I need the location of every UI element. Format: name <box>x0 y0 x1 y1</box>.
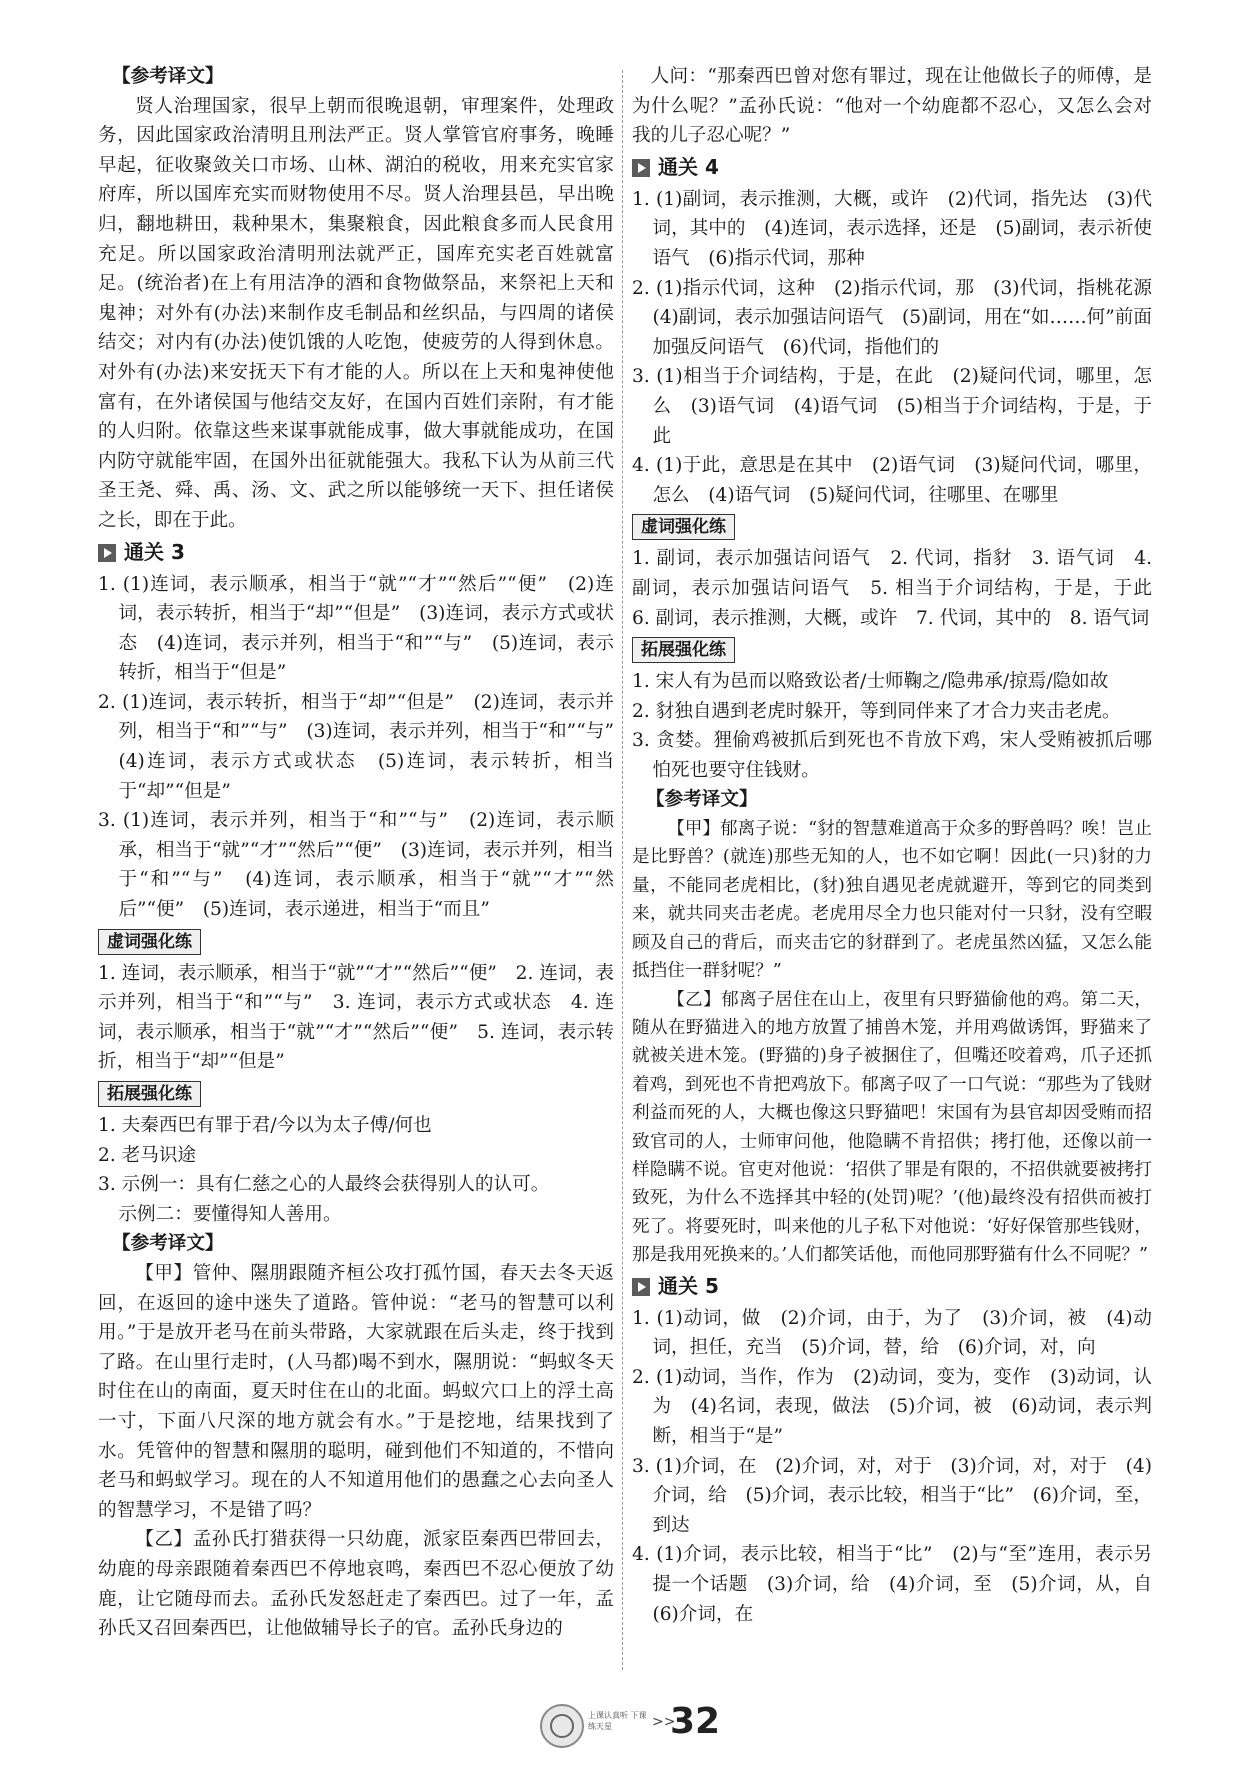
reference-translation-title: 【参考译文】 <box>646 789 758 811</box>
answer-item: 1. 宋人有为邑而以赂致讼者/士师鞠之/隐弗承/掠焉/隐如故 <box>632 671 1109 693</box>
answer-item: 1. (1)副词，表示推测，大概，或许 (2)代词，指先达 (3)代词，其中的 (4)连词，表示选择，还是 (5)副词，表示祈使语气 (6)指示代词，那种 <box>632 188 1152 269</box>
answer-item: 3. (1)介词，在 (2)介词，对，对于 (3)介词，对，对于 (4)介词，给 (5)介词，表示比较，相当于“比” (6)介词，至，到达 <box>632 1455 1152 1536</box>
answer-item: 2. 豺独自遇到老虎时躲开，等到同伴来了才合力夹击老虎。 <box>632 700 1121 722</box>
column-divider <box>622 70 623 1670</box>
section-title: 通关 4 <box>658 154 719 179</box>
reference-translation-title: 【参考译文】 <box>112 1233 224 1255</box>
answer-item: 2. (1)动词，当作，作为 (2)动词，变为，变作 (3)动词，认为 (4)名词，表现，做法 (5)介词，被 (6)动词，表示判断，相当于“是” <box>632 1366 1152 1447</box>
function-word-practice-answers: 1. 副词，表示加强诘问语气 2. 代词，指豺 3. 语气词 4. 副词，表示加强诘问语气 5. 相当于介词结构，于是，于此 6. 副词，表示推测，大概，或许 7. 代词，其中的 8. 语气词 <box>632 548 1171 629</box>
reference-translation-title: 【参考译文】 <box>112 66 224 87</box>
translation-yi: 【乙】孟孙氏打猎获得一只幼鹿，派家臣秦西巴带回去，幼鹿的母亲跟随着秦西巴不停地哀鸣，秦西巴不忍心便放了幼鹿，让它随母而去。孟孙氏发怒赶走了秦西巴。过了一年，孟孙氏又召回秦西巴，让他做辅导长子的官。孟孙氏身边的 <box>98 1529 614 1640</box>
translation-jia: 【甲】郁离子说：“豺的智慧难道高于众多的野兽吗？唉！岂止是比野兽？(就连)那些无知的人，也不如它啊！因此(一只)豺的力量，不能同老虎相比，(豺)独自遇见老虎就避开，等到它的同类到来，就共同夹击老虎。老虎用尽全力也只能对付一只豺，没有空暇顾及自己的背后，而夹击它的豺群到了。老虎虽然凶猛，又怎么能抵挡住一群豺呢？” <box>632 819 1152 982</box>
answer-item: 3. (1)相当于介词结构，于是，在此 (2)疑问代词，哪里，怎么 (3)语气词 (4)语气词 (5)相当于介词结构，于是，于此 <box>632 366 1152 447</box>
right-column <box>632 62 1171 1629</box>
extension-practice-label: 拓展强化练 <box>98 1081 201 1107</box>
answer-item: 1. (1)连词，表示顺承，相当于“就”“才”“然后”“便” (2)连词，表示转折，相当于“却”“但是” (3)连词，表示方式或状态 (4)连词，表示并列，相当于“和”“与” (5)连词，表示转折，相当于“但是” <box>98 573 614 684</box>
function-word-practice-label: 虚词强化练 <box>632 514 735 540</box>
translation-jia: 【甲】管仲、隰朋跟随齐桓公攻打孤竹国，春天去冬天返回，在返回的途中迷失了道路。管仲说：“老马的智慧可以利用。”于是放开老马在前头带路，大家就跟在后头走，终于找到了路。在山里行走时，(人马都)喝不到水，隰朋说：“蚂蚁冬天时住在山的南面，夏天时住在山的北面。蚂蚁穴口上的浮土高一寸，下面八尺深的地方就会有水。”于是挖地，结果找到了水。凭管仲的智慧和隰朋的聪明，碰到他们不知道的，不惜向老马和蚂蚁学习。现在的人不知道用他们的愚蠢之心去向圣人的智慧学习，不是错了吗？ <box>98 1262 614 1521</box>
section-header-3 <box>98 538 614 568</box>
section-title: 通关 5 <box>658 1273 719 1298</box>
answer-item: 1. 夫秦西巴有罪于君/今以为太子傅/何也 <box>98 1115 432 1136</box>
section-header-5 <box>632 1272 1152 1302</box>
left-column <box>98 62 633 1644</box>
answer-item: 2. (1)连词，表示转折，相当于“却”“但是” (2)连词，表示并列，相当于“和”“与” (3)连词，表示并列，相当于“和”“与” (4)连词，表示方式或状态 (5)连词，表示转折，相当于“却”“但是” <box>98 691 633 802</box>
answer-item: 3. 示例一：具有仁慈之心的人最终会获得别人的认可。 <box>98 1174 550 1196</box>
answer-item: 4. (1)介词，表示比较，相当于“比” (2)与“至”连用，表示另提一个话题 (3)介词，给 (4)介词，至 (5)介词，从，自 (6)介词，在 <box>632 1544 1171 1625</box>
chevron-right-icon: >> <box>652 1714 676 1730</box>
answer-example-two: 示例二：要懂得知人善用。 <box>118 1203 342 1225</box>
footer-slogan: 上课认真听 下课练天星 <box>588 1711 647 1731</box>
section-title: 通关 3 <box>124 539 185 564</box>
answer-item: 2. (1)指示代词，这种 (2)指示代词，那 (3)代词，指桃花源 (4)副词，表示加强诘问语气 (5)副词，用在“如……何”前面加强反问语气 (6)代词，指他们的 <box>632 277 1171 358</box>
answer-item: 3. (1)连词，表示并列，相当于“和”“与” (2)连词，表示顺承，相当于“就”“才”“然后”“便” (3)连词，表示并列，相当于“和”“与” (4)连词，表示顺承，相当于“就”“才”“然后”“便” (5)连词，表示递进，相当于“而且” <box>98 810 614 921</box>
mascot-logo-icon <box>540 1704 584 1748</box>
function-word-practice-label: 虚词强化练 <box>98 929 201 955</box>
answer-item: 1. (1)动词，做 (2)介词，由于，为了 (3)介词，被 (4)动词，担任，充当 (5)介词，替，给 (6)介词，对，向 <box>632 1307 1152 1359</box>
translation-yi: 【乙】郁离子居住在山上，夜里有只野猫偷他的鸡。第二天，随从在野猫进入的地方放置了捕兽木笼，并用鸡做诱饵，野猫来了就被关进木笼。(野猫的)身子被捆住了，但嘴还咬着鸡，爪子还抓着鸡，到死也不肯把鸡放下。郁离子叹了一口气说：“那些为了钱财利益而死的人，大概也像这只野猫吧！宋国有为县官却因受贿而招致官司的人，士师审问他，他隐瞒不肯招供；拷打他，还像以前一样隐瞒不说。官吏对他说：‘招供了罪是有限的，不招供就要被拷打致死，为什么不选择其中轻的(处罚)呢？’(他)最终没有招供而被打死了。将要死时，叫来他的儿子私下对他说：‘好好保管那些钱财，那是我用死换来的。’人们都笑话他，而他同那野猫有什么不同呢？” <box>632 989 1152 1266</box>
section-header-4 <box>632 153 1152 183</box>
play-triangle-icon <box>632 1278 650 1296</box>
translation-yi-continued: 人问：“那秦西巴曾对您有罪过，现在让他做长子的师傅，是为什么呢？”孟孙氏说：“他对一个幼鹿都不忍心，又怎么会对我的儿子忍心呢？” <box>632 66 1152 147</box>
page-footer <box>0 1700 1250 1750</box>
page-number: 32 <box>670 1701 721 1742</box>
answer-item: 4. (1)于此，意思是在其中 (2)语气词 (3)疑问代词，哪里，怎么 (4)语气词 (5)疑问代词，往哪里、在哪里 <box>632 455 1152 506</box>
play-triangle-icon <box>632 159 650 177</box>
function-word-practice-answers: 1. 连词，表示顺承，相当于“就”“才”“然后”“便” 2. 连词，表示并列，相当于“和”“与” 3. 连词，表示方式或状态 4. 连词，表示顺承，相当于“就”“才”“然后”“便” 5. 连词，表示转折，相当于“却”“但是” <box>98 962 614 1073</box>
answer-item: 2. 老马识途 <box>98 1144 197 1166</box>
answer-item: 3. 贪婪。狸偷鸡被抓后到死也不肯放下鸡，宋人受贿被抓后哪怕死也要守住钱财。 <box>632 730 1152 781</box>
extension-practice-label: 拓展强化练 <box>632 637 735 663</box>
play-triangle-icon <box>98 544 116 562</box>
reference-translation-text: 贤人治理国家，很早上朝而很晚退朝，审理案件，处理政务，因此国家政治清明且刑法严正。贤人掌管官府事务，晚睡早起，征收聚敛关口市场、山林、湖泊的税收，用来充实官家府库，所以国库充实而财物使用不尽。贤人治理县邑，早出晚归，翻地耕田，栽种果木，集聚粮食，因此粮食多而人民食用充足。所以国家政治清明刑法就严正，国库充实老百姓就富足。(统治者)在上有用洁净的酒和食物做祭品，来祭祀上天和鬼神；对外有(办法)来制作皮毛制品和丝织品，与四周的诸侯结交；对内有(办法)使饥饿的人吃饱，使疲劳的人得到休息。对外有(办法)来安抚天下有才能的人。所以在上天和鬼神使他富有，在外诸侯国与他结交友好，在国内百姓们亲附，有才能的人归附。依靠这些来谋事就能成事，做大事就能成功，在国内防守就能牢固，在国外出征就能强大。我私下认为从前三代圣王尧、舜、禹、汤、文、武之所以能够统一天下、担任诸侯之长，即在于此。 <box>98 95 614 531</box>
